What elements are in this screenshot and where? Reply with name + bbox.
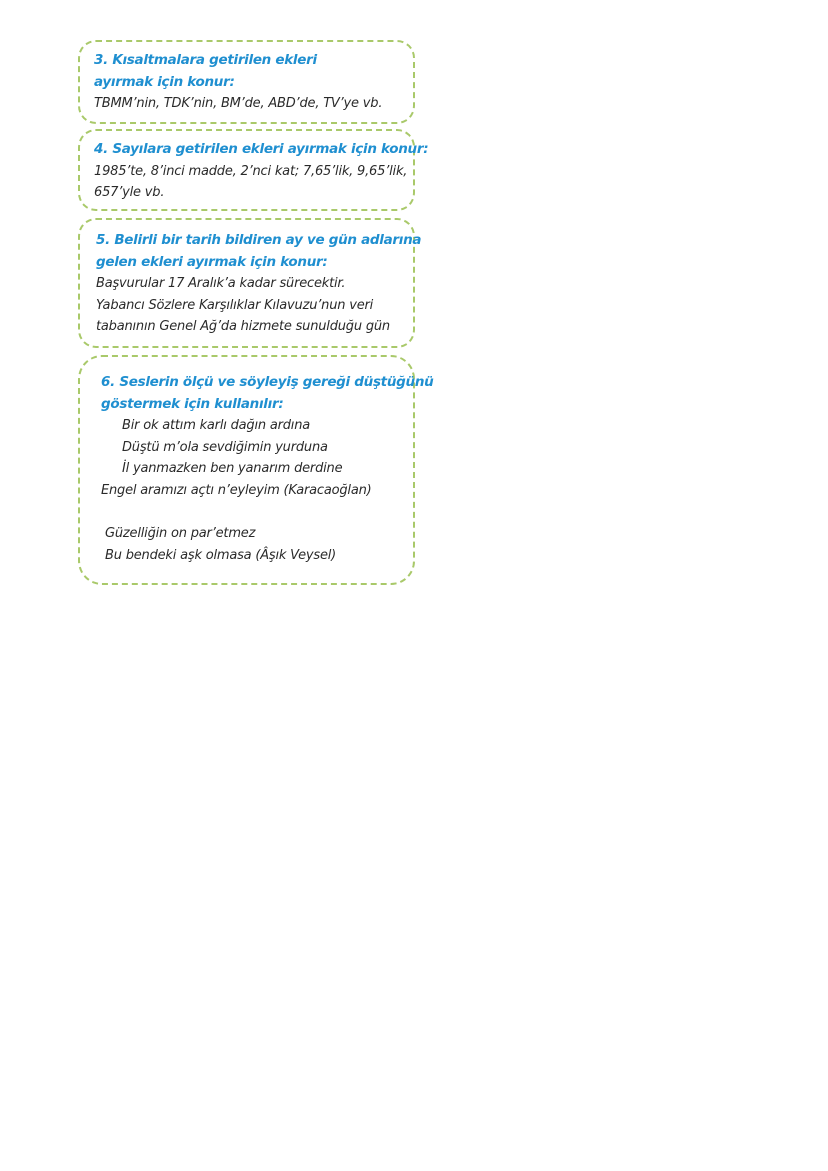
rule-box-5	[78, 218, 422, 348]
rule-box-3	[78, 40, 415, 124]
rule-title-6-line-1: 6. Seslerin ölçü ve söyleyiş gereği düştüğünü	[101, 374, 434, 390]
poem-2-line-1: Güzelliğin on par’etmez	[105, 526, 256, 541]
poem-1-line-4: Engel aramızı açtı n’eyleyim (Karacaoğlan)	[101, 482, 372, 498]
rule-title-6-line-2: göstermek için kullanılır:	[101, 395, 284, 412]
rule-title-5-line-2: gelen ekleri ayırmak için konur:	[96, 253, 328, 270]
rule-box-6	[78, 355, 434, 585]
rule-title-4: 4. Sayılara getirilen ekleri ayırmak için konur:	[94, 141, 429, 157]
rule-example-5-line-1: Başvurular 17 Aralık’a kadar sürecektir.	[96, 276, 346, 291]
poem-2-line-2: Bu bendeki aşk olmasa (Âşık Veysel)	[105, 547, 337, 563]
rule-example-5-line-3: tabanının Genel Ağ’da hizmete sunulduğu gün	[96, 319, 390, 334]
rule-box-4	[78, 129, 429, 211]
rule-title-3: 3. Kısaltmalara getirilen ekleri ayırmak için konur:	[94, 52, 317, 90]
poem-1-line-2: Düştü m’ola sevdiğimin yurduna	[122, 439, 328, 455]
rule-example-4-line-2: 657’yle vb.	[94, 185, 165, 200]
rule-example-3: TBMM’nin, TDK’nin, BM’de, ABD’de, TV’ye vb.	[94, 96, 383, 111]
rule-example-4-line-1: 1985’te, 8’inci madde, 2’nci kat; 7,65’lik, 9,65’lik,	[94, 163, 408, 179]
poem-1-line-1: Bir ok attım karlı dağın ardına	[122, 418, 311, 433]
stanza-gap	[101, 501, 403, 523]
rule-example-5-line-2: Yabancı Sözlere Karşılıklar Kılavuzu’nun veri	[96, 297, 374, 313]
rule-title-5-line-1: 5. Belirli bir tarih bildiren ay ve gün adlarına	[96, 232, 422, 248]
poem-1-line-3: İl yanmazken ben yanarım derdine	[122, 461, 343, 476]
